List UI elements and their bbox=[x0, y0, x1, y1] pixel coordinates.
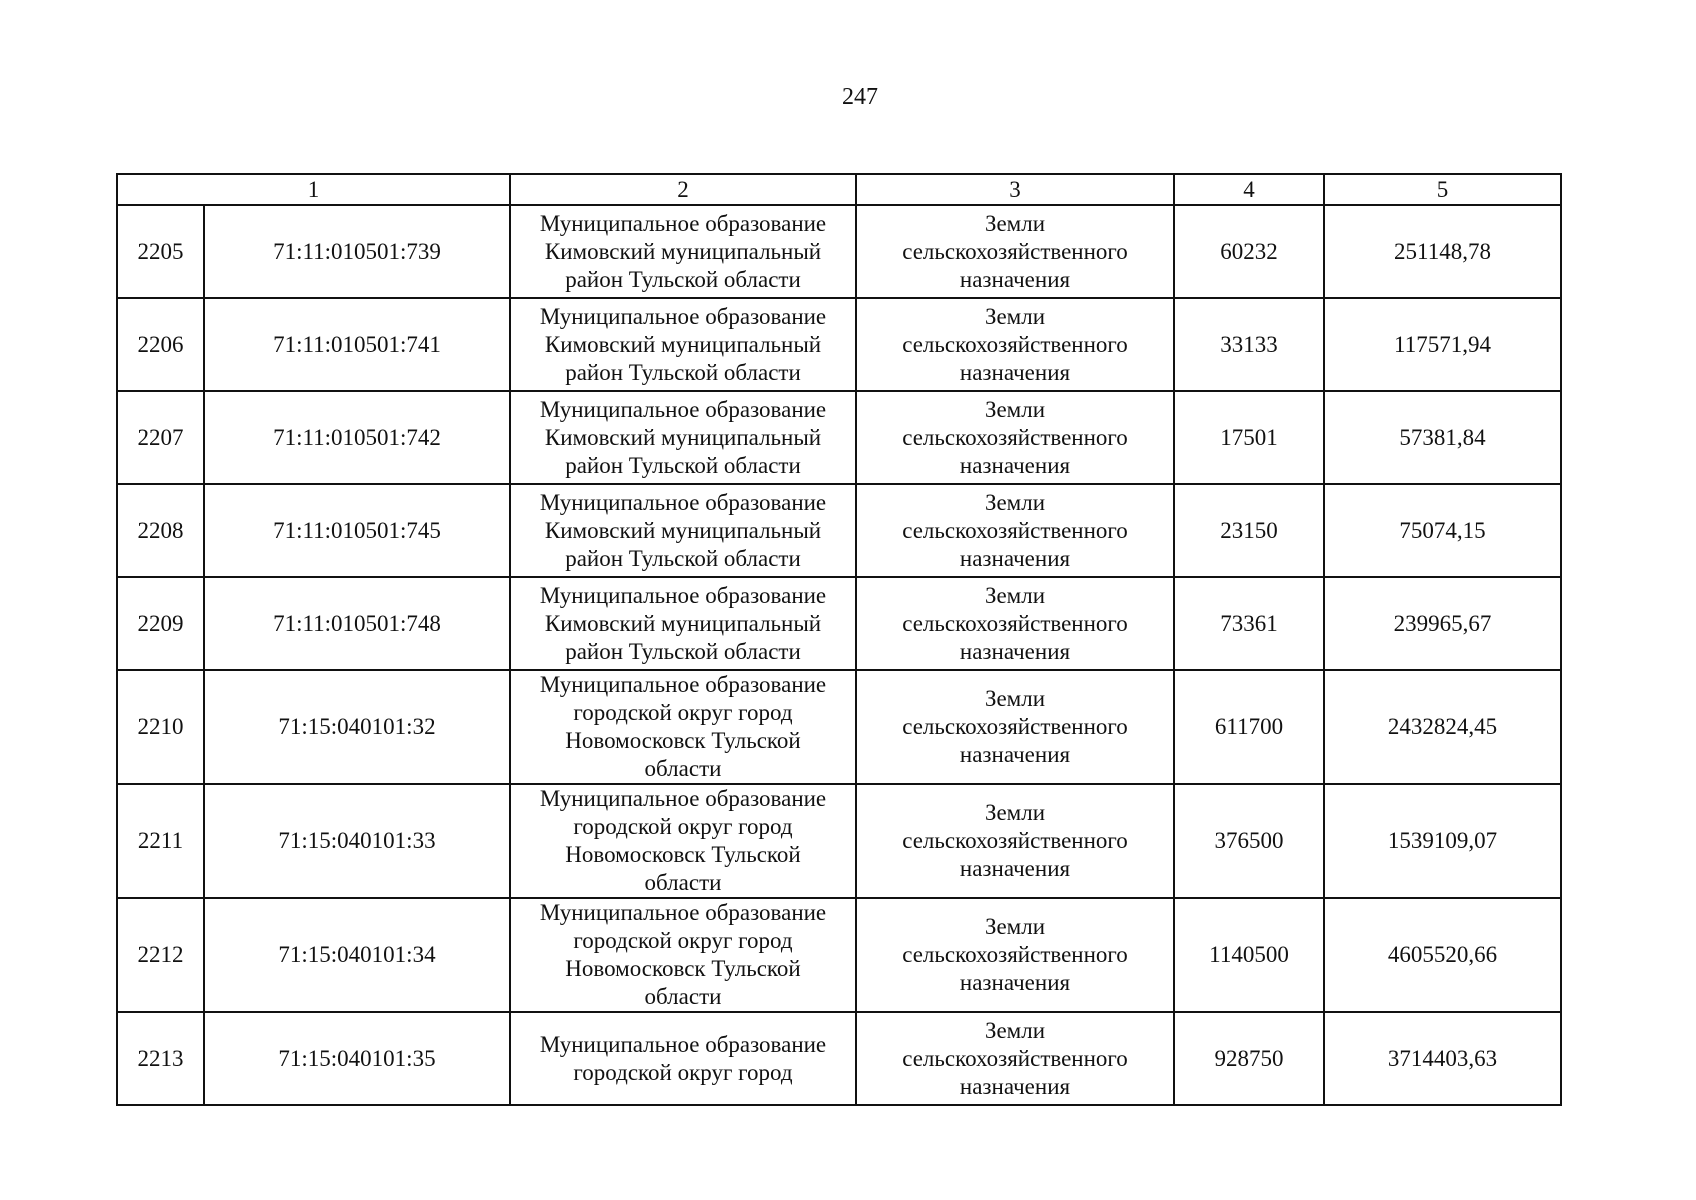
row-number-cell: 2205 bbox=[117, 205, 204, 298]
land-category-cell-line: Земли bbox=[984, 1017, 1046, 1043]
row-number-cell: 2212 bbox=[117, 898, 204, 1012]
column-number-3: 3 bbox=[856, 174, 1174, 205]
area-cell: 928750 bbox=[1174, 1012, 1324, 1105]
owner-cell-line: район Тульской области bbox=[565, 266, 801, 292]
cadastral-number-cell: 71:15:040101:33 bbox=[204, 784, 510, 898]
land-category-cell-line: сельскохозяйственного bbox=[902, 517, 1128, 543]
land-category-cell bbox=[856, 484, 1174, 577]
land-category-cell-line: Земли bbox=[984, 396, 1046, 422]
land-category-cell-line: Земли bbox=[984, 686, 1046, 711]
owner-cell-line: Кимовский муниципальный bbox=[544, 517, 822, 543]
owner-cell bbox=[510, 1012, 856, 1105]
owner-cell-line: Муниципальное образование bbox=[539, 582, 827, 608]
cadastral-value-cell: 4605520,66 bbox=[1324, 898, 1561, 1012]
land-category-cell-line: сельскохозяйственного bbox=[902, 828, 1128, 853]
land-category-cell-line: Земли bbox=[984, 303, 1046, 329]
land-category-cell-line: назначения bbox=[959, 359, 1071, 385]
owner-cell-line: Муниципальное образование bbox=[539, 900, 827, 925]
land-category-cell-line: назначения bbox=[959, 1073, 1071, 1099]
land-category-cell-line: назначения bbox=[959, 970, 1071, 995]
owner-cell bbox=[510, 205, 856, 298]
area-cell: 611700 bbox=[1174, 670, 1324, 784]
land-category-cell-line: Земли bbox=[984, 800, 1046, 825]
row-number-cell: 2210 bbox=[117, 670, 204, 784]
owner-cell-line: Новомосковск Тульской bbox=[565, 956, 801, 981]
owner-cell-line: Муниципальное образование bbox=[539, 1031, 827, 1057]
cadastral-value-cell: 251148,78 bbox=[1324, 205, 1561, 298]
owner-cell-line: район Тульской области bbox=[565, 638, 801, 664]
land-category-cell-line: сельскохозяйственного bbox=[902, 610, 1128, 636]
land-category-cell-line: сельскохозяйственного bbox=[902, 1045, 1128, 1071]
land-category-cell-line: Земли bbox=[984, 582, 1046, 608]
land-category-cell bbox=[856, 670, 1174, 784]
land-plots-table bbox=[116, 173, 1562, 1106]
row-number-cell: 2208 bbox=[117, 484, 204, 577]
land-category-cell-line: сельскохозяйственного bbox=[902, 238, 1128, 264]
land-category-cell bbox=[856, 577, 1174, 670]
land-category-cell-line: сельскохозяйственного bbox=[902, 942, 1128, 967]
row-number-cell: 2209 bbox=[117, 577, 204, 670]
owner-cell bbox=[510, 670, 856, 784]
land-category-cell-line: сельскохозяйственного bbox=[902, 424, 1128, 450]
land-category-cell-line: назначения bbox=[959, 856, 1071, 881]
owner-cell bbox=[510, 898, 856, 1012]
owner-cell-line: район Тульской области bbox=[565, 545, 801, 571]
area-cell: 17501 bbox=[1174, 391, 1324, 484]
cadastral-value-cell: 1539109,07 bbox=[1324, 784, 1561, 898]
area-cell: 60232 bbox=[1174, 205, 1324, 298]
cadastral-value-cell: 75074,15 bbox=[1324, 484, 1561, 577]
table-row bbox=[117, 898, 1561, 1012]
owner-cell-line: Муниципальное образование bbox=[539, 672, 827, 697]
column-number-row bbox=[117, 174, 1561, 205]
land-category-cell bbox=[856, 298, 1174, 391]
area-cell: 376500 bbox=[1174, 784, 1324, 898]
table-row bbox=[117, 670, 1561, 784]
owner-cell-line: городской округ город bbox=[573, 1059, 793, 1085]
owner-cell-line: Муниципальное образование bbox=[539, 210, 827, 236]
cadastral-number-cell: 71:15:040101:34 bbox=[204, 898, 510, 1012]
row-number-cell: 2206 bbox=[117, 298, 204, 391]
owner-cell-line: Муниципальное образование bbox=[539, 396, 827, 422]
cadastral-value-cell: 117571,94 bbox=[1324, 298, 1561, 391]
land-category-cell bbox=[856, 898, 1174, 1012]
cadastral-number-cell: 71:15:040101:32 bbox=[204, 670, 510, 784]
area-cell: 33133 bbox=[1174, 298, 1324, 391]
row-number-cell: 2213 bbox=[117, 1012, 204, 1105]
land-category-cell-line: Земли bbox=[984, 914, 1046, 939]
owner-cell-line: городской округ город bbox=[573, 700, 793, 725]
land-category-cell-line: назначения bbox=[959, 545, 1071, 571]
column-number-5: 5 bbox=[1324, 174, 1561, 205]
land-category-cell-line: назначения bbox=[959, 452, 1071, 478]
land-category-cell-line: назначения bbox=[959, 638, 1071, 664]
row-number-cell: 2211 bbox=[117, 784, 204, 898]
area-cell: 23150 bbox=[1174, 484, 1324, 577]
owner-cell-line: Кимовский муниципальный bbox=[544, 331, 822, 357]
owner-cell-line: области bbox=[644, 870, 722, 895]
cadastral-number-cell: 71:11:010501:748 bbox=[204, 577, 510, 670]
area-cell: 1140500 bbox=[1174, 898, 1324, 1012]
owner-cell-line: Муниципальное образование bbox=[539, 786, 827, 811]
owner-cell-line: области bbox=[644, 756, 722, 781]
table-row bbox=[117, 205, 1561, 298]
cadastral-number-cell: 71:11:010501:741 bbox=[204, 298, 510, 391]
land-category-cell-line: Земли bbox=[984, 489, 1046, 515]
owner-cell-line: Новомосковск Тульской bbox=[565, 842, 801, 867]
land-category-cell bbox=[856, 205, 1174, 298]
page-number: 247 bbox=[842, 84, 878, 110]
land-category-cell-line: назначения bbox=[959, 742, 1071, 767]
owner-cell-line: городской округ город bbox=[573, 928, 793, 953]
column-number-2: 2 bbox=[510, 174, 856, 205]
column-number-4: 4 bbox=[1174, 174, 1324, 205]
table-row bbox=[117, 391, 1561, 484]
owner-cell bbox=[510, 577, 856, 670]
owner-cell bbox=[510, 484, 856, 577]
land-category-cell-line: Земли bbox=[984, 210, 1046, 236]
table-body bbox=[117, 205, 1561, 1105]
owner-cell-line: район Тульской области bbox=[565, 452, 801, 478]
land-category-cell-line: назначения bbox=[959, 266, 1071, 292]
cadastral-number-cell: 71:11:010501:745 bbox=[204, 484, 510, 577]
area-cell: 73361 bbox=[1174, 577, 1324, 670]
table-row bbox=[117, 577, 1561, 670]
table-row bbox=[117, 484, 1561, 577]
column-number-1: 1 bbox=[117, 174, 510, 205]
owner-cell-line: Кимовский муниципальный bbox=[544, 610, 822, 636]
land-category-cell-line: сельскохозяйственного bbox=[902, 714, 1128, 739]
owner-cell-line: Новомосковск Тульской bbox=[565, 728, 801, 753]
cadastral-value-cell: 3714403,63 bbox=[1324, 1012, 1561, 1105]
owner-cell-line: Муниципальное образование bbox=[539, 489, 827, 515]
table-row bbox=[117, 298, 1561, 391]
land-category-cell-line: сельскохозяйственного bbox=[902, 331, 1128, 357]
owner-cell-line: Кимовский муниципальный bbox=[544, 238, 822, 264]
table-row bbox=[117, 1012, 1561, 1105]
owner-cell-line: области bbox=[644, 984, 722, 1009]
land-category-cell bbox=[856, 784, 1174, 898]
cadastral-number-cell: 71:11:010501:742 bbox=[204, 391, 510, 484]
owner-cell-line: Муниципальное образование bbox=[539, 303, 827, 329]
owner-cell-line: район Тульской области bbox=[565, 359, 801, 385]
owner-cell-line: Кимовский муниципальный bbox=[544, 424, 822, 450]
owner-cell bbox=[510, 391, 856, 484]
owner-cell bbox=[510, 298, 856, 391]
row-number-cell: 2207 bbox=[117, 391, 204, 484]
land-category-cell bbox=[856, 1012, 1174, 1105]
table-row bbox=[117, 784, 1561, 898]
owner-cell bbox=[510, 784, 856, 898]
cadastral-number-cell: 71:11:010501:739 bbox=[204, 205, 510, 298]
cadastral-value-cell: 57381,84 bbox=[1324, 391, 1561, 484]
cadastral-value-cell: 239965,67 bbox=[1324, 577, 1561, 670]
cadastral-value-cell: 2432824,45 bbox=[1324, 670, 1561, 784]
cadastral-number-cell: 71:15:040101:35 bbox=[204, 1012, 510, 1105]
land-category-cell bbox=[856, 391, 1174, 484]
owner-cell-line: городской округ город bbox=[573, 814, 793, 839]
